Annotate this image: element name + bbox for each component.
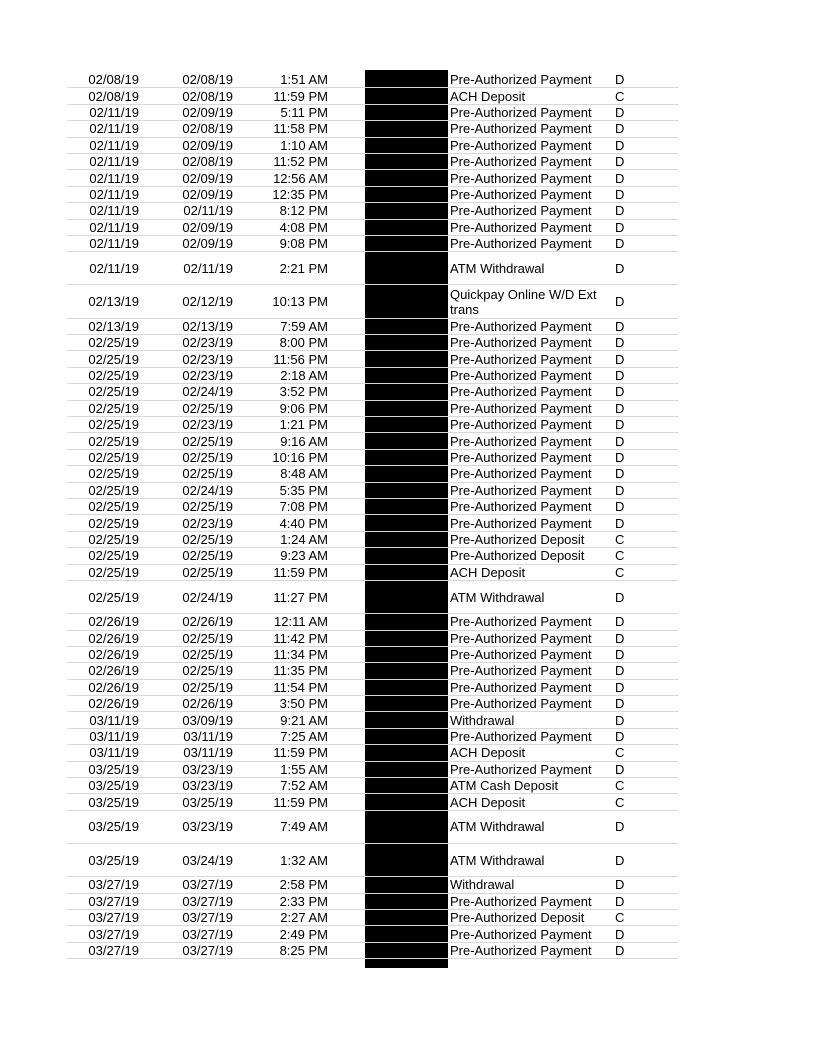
transaction-time: 2:27 AM — [280, 910, 328, 926]
transaction-description: Pre-Authorized Payment — [450, 515, 592, 531]
posting-date: 02/11/19 — [89, 104, 139, 120]
transaction-time: 5:11 PM — [280, 104, 328, 120]
transaction-time: 4:08 PM — [279, 219, 328, 235]
posting-date: 02/25/19 — [88, 515, 139, 531]
transaction-date: 02/25/19 — [182, 564, 233, 580]
transaction-time: 11:34 PM — [273, 647, 328, 663]
table-row — [67, 105, 678, 121]
transaction-description: Quickpay Online W/D Ext trans — [450, 286, 597, 317]
table-row — [67, 351, 678, 367]
transaction-description: Pre-Authorized Payment — [450, 663, 592, 679]
transaction-time: 4:40 PM — [279, 515, 328, 531]
transaction-time: 11:59 PM — [273, 88, 328, 104]
table-row — [67, 762, 678, 778]
transaction-description: Pre-Authorized Payment — [450, 72, 592, 88]
posting-date: 03/27/19 — [88, 926, 139, 942]
transaction-description: Pre-Authorized Payment — [450, 679, 592, 695]
transaction-time: 9:23 AM — [280, 548, 328, 564]
posting-date: 03/25/19 — [88, 794, 139, 810]
transaction-description: ATM Withdrawal — [450, 819, 545, 835]
table-row — [67, 631, 678, 647]
debit-credit-flag: D — [615, 614, 625, 630]
debit-credit-flag: D — [615, 819, 625, 835]
transaction-date: 02/25/19 — [182, 499, 233, 515]
transaction-date: 03/09/19 — [182, 712, 233, 728]
transaction-time: 9:16 AM — [280, 433, 328, 449]
transaction-date: 03/23/19 — [182, 761, 233, 777]
table-row — [67, 170, 678, 186]
debit-credit-flag: C — [615, 548, 625, 564]
transaction-time: 11:35 PM — [273, 663, 328, 679]
transaction-date: 02/26/19 — [182, 696, 233, 712]
transaction-description: Pre-Authorized Payment — [450, 351, 592, 367]
transaction-time: 11:27 PM — [273, 589, 328, 605]
debit-credit-flag: D — [615, 351, 625, 367]
posting-date: 03/27/19 — [88, 942, 139, 958]
posting-date: 02/11/19 — [89, 219, 139, 235]
transaction-time: 7:52 AM — [280, 778, 328, 794]
transaction-description: Pre-Authorized Payment — [450, 203, 592, 219]
transaction-time: 1:55 AM — [280, 761, 328, 777]
posting-date: 02/26/19 — [88, 679, 139, 695]
debit-credit-flag: C — [615, 778, 625, 794]
table-row — [67, 203, 678, 219]
table-row — [67, 877, 678, 893]
table-row — [67, 943, 678, 959]
transaction-date: 02/09/19 — [182, 186, 233, 202]
posting-date: 02/08/19 — [88, 72, 139, 88]
posting-date: 02/25/19 — [88, 482, 139, 498]
debit-credit-flag: D — [615, 318, 625, 334]
transaction-time: 1:10 AM — [280, 137, 328, 153]
posting-date: 02/25/19 — [88, 531, 139, 547]
posting-date: 02/25/19 — [88, 351, 139, 367]
transaction-date: 02/25/19 — [182, 433, 233, 449]
debit-credit-flag: D — [615, 170, 625, 186]
transaction-description: Pre-Authorized Payment — [450, 318, 592, 334]
transaction-date: 02/08/19 — [182, 154, 233, 170]
transaction-description: Pre-Authorized Deposit — [450, 910, 585, 926]
posting-date: 02/25/19 — [88, 400, 139, 416]
posting-date: 02/25/19 — [88, 564, 139, 580]
debit-credit-flag: D — [615, 236, 625, 252]
transaction-time: 9:06 PM — [279, 400, 328, 416]
debit-credit-flag: C — [615, 564, 625, 580]
posting-date: 02/11/19 — [89, 186, 139, 202]
debit-credit-flag: D — [615, 154, 625, 170]
posting-date: 03/11/19 — [89, 729, 139, 745]
posting-date: 02/25/19 — [88, 499, 139, 515]
transaction-date: 03/27/19 — [182, 926, 233, 942]
transaction-time: 10:16 PM — [272, 449, 328, 465]
posting-date: 02/11/19 — [89, 260, 139, 276]
transaction-time: 1:24 AM — [280, 531, 328, 547]
table-row — [67, 401, 678, 417]
posting-date: 03/27/19 — [88, 877, 139, 893]
transaction-description: Pre-Authorized Payment — [450, 614, 592, 630]
transaction-description: Pre-Authorized Payment — [450, 236, 592, 252]
debit-credit-flag: C — [615, 910, 625, 926]
table-row — [67, 910, 678, 926]
transaction-date: 02/11/19 — [183, 260, 233, 276]
table-row — [67, 712, 678, 728]
debit-credit-flag: D — [615, 260, 625, 276]
transaction-description: Pre-Authorized Payment — [450, 482, 592, 498]
transaction-time: 2:49 PM — [279, 926, 328, 942]
transaction-date: 03/24/19 — [182, 852, 233, 868]
debit-credit-flag: D — [615, 761, 625, 777]
transaction-date: 02/25/19 — [182, 548, 233, 564]
transaction-time: 1:51 AM — [280, 72, 328, 88]
posting-date: 02/11/19 — [89, 236, 139, 252]
transaction-time: 7:08 PM — [279, 499, 328, 515]
transaction-time: 11:52 PM — [273, 154, 328, 170]
transaction-date: 02/25/19 — [182, 531, 233, 547]
transaction-time: 7:25 AM — [280, 729, 328, 745]
debit-credit-flag: C — [615, 531, 625, 547]
transaction-description: Pre-Authorized Payment — [450, 926, 592, 942]
transaction-date: 03/27/19 — [182, 942, 233, 958]
debit-credit-flag: D — [615, 137, 625, 153]
debit-credit-flag: D — [615, 589, 625, 605]
transaction-date: 02/23/19 — [182, 335, 233, 351]
transaction-time: 7:59 AM — [280, 318, 328, 334]
posting-date: 03/11/19 — [89, 745, 139, 761]
table-row — [67, 532, 678, 548]
posting-date: 03/25/19 — [88, 852, 139, 868]
table-row — [67, 811, 678, 844]
transaction-description: Pre-Authorized Payment — [450, 417, 592, 433]
transaction-time: 12:56 AM — [273, 170, 328, 186]
table-row — [67, 696, 678, 712]
transaction-date: 02/24/19 — [182, 589, 233, 605]
transaction-date: 02/09/19 — [182, 236, 233, 252]
transaction-time: 11:42 PM — [273, 630, 328, 646]
transaction-date: 02/25/19 — [182, 630, 233, 646]
table-row — [67, 368, 678, 384]
transaction-date: 02/25/19 — [182, 449, 233, 465]
transaction-time: 7:49 AM — [280, 819, 328, 835]
transaction-time: 9:21 AM — [280, 712, 328, 728]
transaction-date: 02/25/19 — [182, 647, 233, 663]
transaction-description: Pre-Authorized Deposit — [450, 531, 585, 547]
posting-date: 02/26/19 — [88, 630, 139, 646]
transaction-description: Pre-Authorized Payment — [450, 170, 592, 186]
transaction-description: ATM Withdrawal — [450, 589, 545, 605]
transaction-date: 02/25/19 — [182, 679, 233, 695]
transaction-description: Withdrawal — [450, 877, 515, 893]
posting-date: 02/08/19 — [88, 88, 139, 104]
transaction-date: 02/12/19 — [182, 294, 233, 310]
debit-credit-flag: D — [615, 926, 625, 942]
debit-credit-flag: D — [615, 186, 625, 202]
posting-date: 02/25/19 — [88, 466, 139, 482]
table-row — [67, 138, 678, 154]
posting-date: 02/25/19 — [88, 433, 139, 449]
debit-credit-flag: D — [615, 712, 625, 728]
table-row — [67, 844, 678, 877]
transaction-time: 12:11 AM — [274, 614, 328, 630]
posting-date: 02/25/19 — [88, 589, 139, 605]
table-row — [67, 220, 678, 236]
posting-date: 03/27/19 — [88, 893, 139, 909]
transaction-date: 03/11/19 — [183, 745, 233, 761]
debit-credit-flag: D — [615, 335, 625, 351]
posting-date: 02/11/19 — [89, 203, 139, 219]
transaction-time: 8:25 PM — [279, 942, 328, 958]
posting-date: 02/25/19 — [88, 417, 139, 433]
debit-credit-flag: D — [615, 852, 625, 868]
transaction-date: 02/11/19 — [183, 203, 233, 219]
transaction-description: Withdrawal — [450, 712, 515, 728]
transaction-description: Pre-Authorized Payment — [450, 104, 592, 120]
table-row — [67, 187, 678, 203]
transaction-time: 10:13 PM — [272, 294, 328, 310]
transaction-description: Pre-Authorized Payment — [450, 384, 592, 400]
posting-date: 02/11/19 — [89, 121, 139, 137]
transaction-date: 02/09/19 — [182, 137, 233, 153]
transaction-time: 2:21 PM — [279, 260, 328, 276]
table-row — [67, 794, 678, 810]
transaction-description: Pre-Authorized Payment — [450, 335, 592, 351]
table-row — [67, 72, 678, 88]
transaction-description: Pre-Authorized Payment — [450, 449, 592, 465]
transaction-description: Pre-Authorized Payment — [450, 154, 592, 170]
transaction-table — [67, 72, 678, 959]
posting-date: 03/27/19 — [88, 910, 139, 926]
debit-credit-flag: D — [615, 104, 625, 120]
transaction-time: 3:50 PM — [279, 696, 328, 712]
transaction-time: 11:54 PM — [273, 679, 328, 695]
posting-date: 02/11/19 — [89, 154, 139, 170]
debit-credit-flag: D — [615, 400, 625, 416]
transaction-description: Pre-Authorized Payment — [450, 400, 592, 416]
table-row — [67, 384, 678, 400]
table-row — [67, 236, 678, 252]
table-row — [67, 450, 678, 466]
posting-date: 02/25/19 — [88, 384, 139, 400]
transaction-time: 9:08 PM — [279, 236, 328, 252]
debit-credit-flag: D — [615, 203, 625, 219]
posting-date: 03/25/19 — [88, 819, 139, 835]
transaction-time: 5:35 PM — [279, 482, 328, 498]
transaction-date: 02/09/19 — [182, 219, 233, 235]
debit-credit-flag: D — [615, 515, 625, 531]
table-row — [67, 417, 678, 433]
table-row — [67, 729, 678, 745]
posting-date: 03/25/19 — [88, 778, 139, 794]
posting-date: 03/25/19 — [88, 761, 139, 777]
debit-credit-flag: C — [615, 745, 625, 761]
posting-date: 02/11/19 — [89, 137, 139, 153]
debit-credit-flag: D — [615, 877, 625, 893]
table-row — [67, 565, 678, 581]
debit-credit-flag: D — [615, 368, 625, 384]
debit-credit-flag: D — [615, 466, 625, 482]
posting-date: 02/26/19 — [88, 647, 139, 663]
posting-date: 02/25/19 — [88, 368, 139, 384]
transaction-date: 02/08/19 — [182, 72, 233, 88]
debit-credit-flag: D — [615, 433, 625, 449]
transaction-date: 02/25/19 — [182, 400, 233, 416]
debit-credit-flag: D — [615, 647, 625, 663]
table-row — [67, 778, 678, 794]
transaction-date: 02/25/19 — [182, 466, 233, 482]
posting-date: 03/11/19 — [89, 712, 139, 728]
transaction-date: 03/27/19 — [182, 893, 233, 909]
table-row — [67, 614, 678, 630]
transaction-description: Pre-Authorized Payment — [450, 466, 592, 482]
table-row — [67, 515, 678, 531]
transaction-description: Pre-Authorized Payment — [450, 893, 592, 909]
debit-credit-flag: D — [615, 449, 625, 465]
transaction-date: 03/27/19 — [182, 910, 233, 926]
transaction-time: 11:58 PM — [273, 121, 328, 137]
debit-credit-flag: D — [615, 663, 625, 679]
posting-date: 02/13/19 — [88, 318, 139, 334]
transaction-time: 8:12 PM — [279, 203, 328, 219]
transaction-date: 02/26/19 — [182, 614, 233, 630]
table-row — [67, 285, 678, 318]
transaction-description: Pre-Authorized Deposit — [450, 548, 585, 564]
table-row — [67, 894, 678, 910]
table-row — [67, 926, 678, 942]
table-row — [67, 433, 678, 449]
table-row — [67, 121, 678, 137]
transaction-date: 03/11/19 — [183, 729, 233, 745]
debit-credit-flag: D — [615, 679, 625, 695]
transaction-time: 8:48 AM — [280, 466, 328, 482]
transaction-date: 02/24/19 — [182, 482, 233, 498]
transaction-time: 2:33 PM — [279, 893, 328, 909]
debit-credit-flag: D — [615, 696, 625, 712]
debit-credit-flag: D — [615, 417, 625, 433]
transaction-time: 11:56 PM — [273, 351, 328, 367]
transaction-date: 02/09/19 — [182, 170, 233, 186]
transaction-description: ACH Deposit — [450, 745, 526, 761]
transaction-time: 11:59 PM — [273, 564, 328, 580]
table-row — [67, 483, 678, 499]
debit-credit-flag: C — [615, 88, 625, 104]
transaction-description: Pre-Authorized Payment — [450, 186, 592, 202]
posting-date: 02/25/19 — [88, 335, 139, 351]
transaction-description: ACH Deposit — [450, 564, 526, 580]
transaction-description: Pre-Authorized Payment — [450, 433, 592, 449]
posting-date: 02/25/19 — [88, 449, 139, 465]
transaction-time: 2:18 AM — [280, 368, 328, 384]
transaction-date: 02/25/19 — [182, 663, 233, 679]
debit-credit-flag: D — [615, 942, 625, 958]
transaction-description: ACH Deposit — [450, 88, 526, 104]
transaction-description: ACH Deposit — [450, 794, 526, 810]
table-row — [67, 745, 678, 761]
transaction-description: Pre-Authorized Payment — [450, 368, 592, 384]
transaction-date: 02/09/19 — [182, 104, 233, 120]
transaction-date: 03/23/19 — [182, 778, 233, 794]
transaction-time: 2:58 PM — [279, 877, 328, 893]
transaction-date: 02/23/19 — [182, 351, 233, 367]
debit-credit-flag: D — [615, 219, 625, 235]
transaction-date: 02/23/19 — [182, 515, 233, 531]
debit-credit-flag: D — [615, 294, 625, 310]
transaction-date: 03/27/19 — [182, 877, 233, 893]
debit-credit-flag: D — [615, 121, 625, 137]
transaction-date: 02/23/19 — [182, 417, 233, 433]
table-row — [67, 319, 678, 335]
transaction-description: ATM Withdrawal — [450, 260, 545, 276]
transaction-description: Pre-Authorized Payment — [450, 729, 592, 745]
table-row — [67, 252, 678, 285]
transaction-date: 03/25/19 — [182, 794, 233, 810]
posting-date: 02/13/19 — [88, 294, 139, 310]
transaction-description: ATM Cash Deposit — [450, 778, 559, 794]
transaction-date: 03/23/19 — [182, 819, 233, 835]
posting-date: 02/26/19 — [88, 663, 139, 679]
table-row — [67, 548, 678, 564]
transaction-description: Pre-Authorized Payment — [450, 761, 592, 777]
transaction-description: Pre-Authorized Payment — [450, 647, 592, 663]
debit-credit-flag: D — [615, 499, 625, 515]
table-row — [67, 680, 678, 696]
transaction-date: 02/13/19 — [182, 318, 233, 334]
transaction-time: 11:59 PM — [273, 794, 328, 810]
transaction-date: 02/08/19 — [182, 121, 233, 137]
transaction-description: ATM Withdrawal — [450, 852, 545, 868]
debit-credit-flag: D — [615, 72, 625, 88]
transaction-date: 02/23/19 — [182, 368, 233, 384]
table-row — [67, 581, 678, 614]
transaction-time: 12:35 PM — [272, 186, 328, 202]
transaction-description: Pre-Authorized Payment — [450, 630, 592, 646]
transaction-description: Pre-Authorized Payment — [450, 137, 592, 153]
debit-credit-flag: D — [615, 630, 625, 646]
table-row — [67, 647, 678, 663]
debit-credit-flag: D — [615, 482, 625, 498]
transaction-description: Pre-Authorized Payment — [450, 942, 592, 958]
transaction-description: Pre-Authorized Payment — [450, 696, 592, 712]
transaction-time: 1:32 AM — [280, 852, 328, 868]
posting-date: 02/26/19 — [88, 614, 139, 630]
debit-credit-flag: D — [615, 384, 625, 400]
posting-date: 02/26/19 — [88, 696, 139, 712]
debit-credit-flag: D — [615, 893, 625, 909]
posting-date: 02/11/19 — [89, 170, 139, 186]
transaction-time: 11:59 PM — [273, 745, 328, 761]
table-row — [67, 499, 678, 515]
debit-credit-flag: D — [615, 729, 625, 745]
transaction-date: 02/08/19 — [182, 88, 233, 104]
transaction-date: 02/24/19 — [182, 384, 233, 400]
posting-date: 02/25/19 — [88, 548, 139, 564]
transaction-description: Pre-Authorized Payment — [450, 499, 592, 515]
transaction-time: 3:52 PM — [279, 384, 328, 400]
debit-credit-flag: C — [615, 794, 625, 810]
transaction-description: Pre-Authorized Payment — [450, 121, 592, 137]
table-row — [67, 466, 678, 482]
table-row — [67, 88, 678, 104]
transaction-time: 1:21 PM — [279, 417, 328, 433]
transaction-description: Pre-Authorized Payment — [450, 219, 592, 235]
table-row — [67, 154, 678, 170]
table-row — [67, 663, 678, 679]
transaction-time: 8:00 PM — [279, 335, 328, 351]
table-row — [67, 335, 678, 351]
